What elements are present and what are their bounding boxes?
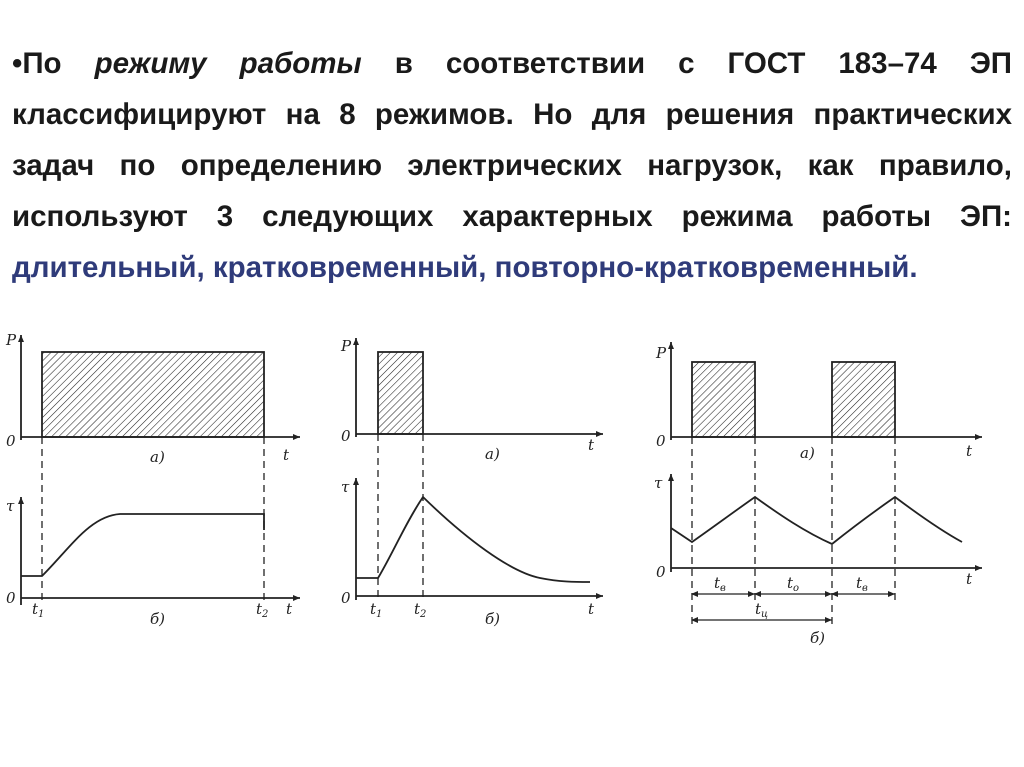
label-pause-time: $t_о$: [787, 574, 800, 594]
axis-label-tau: τ: [341, 478, 350, 496]
axis-label-t: t: [588, 600, 595, 618]
diagram-short-time: [356, 338, 603, 600]
label-t1: $t_1$: [370, 600, 383, 620]
axis-label-t: t: [966, 442, 973, 460]
temperature-curve: [671, 497, 962, 544]
caption-a: а): [485, 445, 500, 463]
heating-curve: [21, 514, 264, 576]
axis-label-t: t: [588, 436, 595, 454]
axis-label-t: t: [966, 570, 973, 588]
axis-label-t: t: [286, 600, 293, 618]
caption-a: а): [800, 444, 815, 462]
axis-label-p: P: [6, 331, 17, 349]
label-t1: $t_1$: [32, 600, 45, 620]
diagram-continuous: [21, 335, 300, 605]
caption-b: б): [150, 610, 166, 628]
axis-label-tau: τ: [6, 497, 15, 515]
text-intro: По: [22, 47, 95, 80]
label-work-time-2: $t_в$: [856, 574, 868, 594]
origin-label: 0: [656, 432, 666, 450]
text-emphasis: режиму работы: [94, 47, 362, 80]
caption-a: а): [150, 448, 165, 466]
label-t2: $t_2$: [414, 600, 427, 620]
load-pulse-1: [692, 362, 755, 437]
load-pulse: [42, 352, 264, 437]
caption-b: б): [485, 610, 501, 628]
heating-cooling-curve: [356, 497, 590, 582]
axis-label-t: t: [283, 446, 290, 464]
label-work-time-1: $t_в$: [714, 574, 726, 594]
bullet: •: [12, 47, 23, 80]
origin-label: 0: [656, 563, 666, 581]
label-cycle-time: $t_ц$: [755, 600, 769, 620]
load-pulse: [378, 352, 423, 434]
axis-label-tau: τ: [654, 474, 663, 492]
origin-label: 0: [6, 432, 16, 450]
load-pulse-2: [832, 362, 895, 437]
axis-label-p: P: [656, 344, 667, 362]
axis-label-p: P: [341, 337, 352, 355]
label-t2: $t_2$: [256, 600, 269, 620]
origin-label: 0: [341, 427, 351, 445]
text-body: в соответствии с ГОСТ 183–74 ЭП классифицируют на 8 режимов. Но для решения практических задач по определению электрических нагрузок, как правило, используют 3 следующих характерных режима работы ЭП:: [12, 47, 1013, 233]
caption-b: б): [810, 629, 826, 647]
text-modes-highlight: длительный, кратковременный, повторно-кратковременный.: [12, 251, 918, 284]
origin-label: 0: [341, 589, 351, 607]
origin-label: 0: [6, 589, 16, 607]
